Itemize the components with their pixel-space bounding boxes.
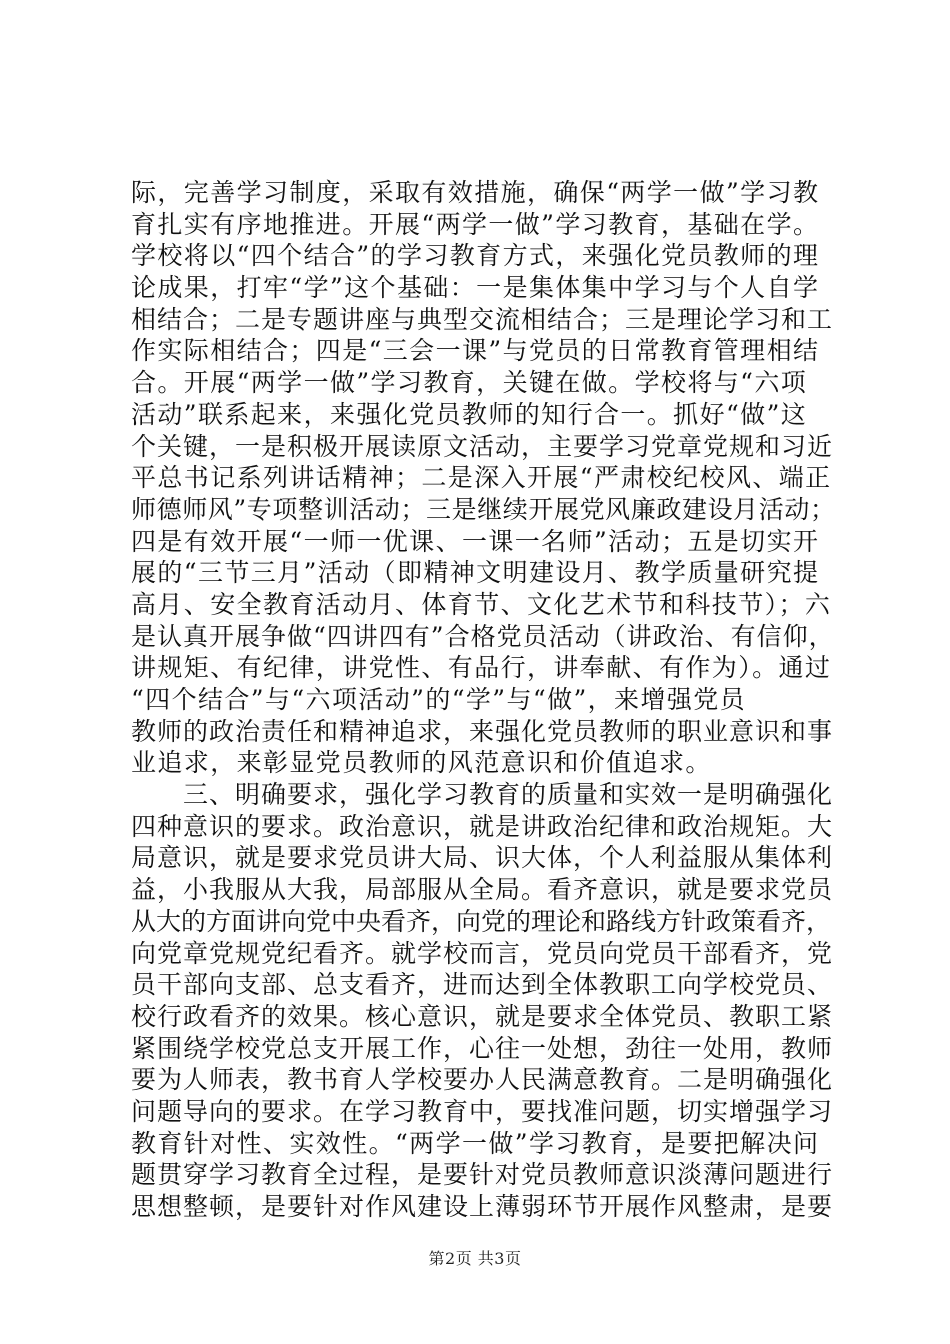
text-line: 员干部向支部、总支看齐，进而达到全体教职工向学校党员、 <box>131 970 834 1000</box>
text-line: 四是有效开展“一师一优课、一课一名师”活动；五是切实开 <box>131 526 820 556</box>
text-line: 作实际相结合；四是“三会一课”与党员的日常教育管理相结 <box>131 336 820 366</box>
text-line: 展的“三节三月”活动（即精神文明建设月、教学质量研究提 <box>131 558 820 588</box>
document-body <box>131 177 836 1223</box>
text-line: 思想整顿，是要针对作风建设上薄弱环节开展作风整肃，是要 <box>131 1192 834 1221</box>
text-line: 是认真开展争做“四讲四有”合格党员活动（讲政治、有信仰， <box>131 621 835 651</box>
text-line: 教育针对性、实效性。“两学一做”学习教育，是要把解决问 <box>131 1128 820 1158</box>
text-line: 紧围绕学校党总支开展工作，心往一处想，劲往一处用，教师 <box>131 1033 834 1063</box>
text-line: 讲规矩、有纪律，讲党性、有品行，讲奉献、有作为）。通过 <box>131 653 832 683</box>
page-number-footer: 第2页 共3页 <box>428 1249 522 1268</box>
text-line: 师德师风”专项整训活动；三是继续开展党风廉政建设月活动； <box>131 494 836 524</box>
text-line: 向党章党规党纪看齐。就学校而言，党员向党员干部看齐，党 <box>131 938 834 968</box>
text-line: 要为人师表，教书育人学校要办人民满意教育。二是明确强化 <box>131 1065 834 1095</box>
text-line: 育扎实有序地推进。开展“两学一做”学习教育，基础在学。 <box>131 209 820 239</box>
text-line: 四种意识的要求。政治意识，就是讲政治纪律和政治规矩。大 <box>131 811 834 841</box>
text-line: 论成果，打牢“学”这个基础：一是集体集中学习与个人自学 <box>131 273 820 303</box>
text-line: “四个结合”与“六项活动”的“学”与“做”，来增强党员 <box>131 685 747 714</box>
section-heading-line: 三、明确要求，强化学习教育的质量和实效一是明确强化 <box>131 780 834 810</box>
text-line: 合。开展“两学一做”学习教育，关键在做。学校将与“六项 <box>131 368 808 398</box>
text-line: 学校将以“四个结合”的学习教育方式，来强化党员教师的理 <box>131 241 820 271</box>
text-line: 问题导向的要求。在学习教育中，要找准问题，切实增强学习 <box>131 1096 834 1126</box>
text-line: 高月、安全教育活动月、体育节、文化艺术节和科技节）；六 <box>131 589 832 619</box>
text-line: 益，小我服从大我，局部服从全局。看齐意识，就是要求党员 <box>131 875 834 905</box>
text-line: 际，完善学习制度，采取有效措施，确保“两学一做”学习教 <box>131 178 820 207</box>
text-line: 相结合；二是专题讲座与典型交流相结合；三是理论学习和工 <box>131 304 834 334</box>
text-line: 平总书记系列讲话精神；二是深入开展“严肃校纪校风、端正 <box>131 463 832 493</box>
text-line: 业追求，来彰显党员教师的风范意识和价值追求。 <box>131 748 712 778</box>
text-line: 校行政看齐的效果。核心意识，就是要求全体党员、教职工紧 <box>131 1001 834 1031</box>
text-line: 局意识，就是要求党员讲大局、识大体，个人利益服从集体利 <box>131 843 834 873</box>
text-line: 教师的政治责任和精神追求，来强化党员教师的职业意识和事 <box>131 716 834 746</box>
text-line: 活动”联系起来，来强化党员教师的知行合一。抓好“做”这 <box>131 399 808 429</box>
text-line: 个关键，一是积极开展读原文活动，主要学习党章党规和习近 <box>131 431 834 461</box>
text-line: 从大的方面讲向党中央看齐，向党的理论和路线方针政策看齐， <box>131 906 832 936</box>
text-line: 题贯穿学习教育全过程，是要针对党员教师意识淡薄问题进行 <box>131 1160 834 1190</box>
